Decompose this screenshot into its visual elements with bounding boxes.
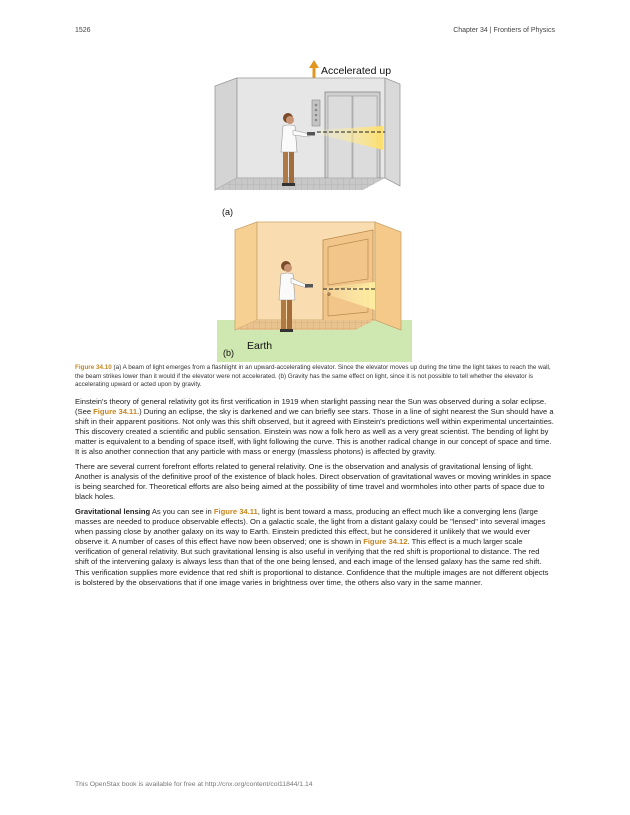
page-number: 1526 bbox=[75, 27, 91, 34]
paragraph-2: There are several current forefront efforts related to general relativity. One is the observation and analysis of gravitational lensing of light. Another is analysis of the definitive proof of the existence of black holes. Direct observation of gravitational waves or moving wrinkles in space is being searched for. Theoretical efforts are also being aimed at the possibility of time travel and wormholes into other parts of space due to black holes. bbox=[75, 462, 552, 502]
footer-note: This OpenStax book is available for free at http://cnx.org/content/col11844/1.14 bbox=[75, 781, 313, 788]
chapter-title: Chapter 34 | Frontiers of Physics bbox=[453, 27, 555, 34]
figure-caption bbox=[75, 364, 555, 390]
figure-label: Figure 34.10 bbox=[75, 364, 112, 371]
right-wall bbox=[385, 78, 400, 186]
p3-text-a: As you can see in bbox=[150, 506, 214, 516]
up-arrow-head bbox=[309, 60, 319, 68]
right-wall-b bbox=[375, 222, 401, 330]
panel-b-label: (b) bbox=[223, 348, 234, 358]
p3-text-b: , light is bent toward a mass, producing an effect much like a converging lens (large masses are needed to produce observable effects). On a galactic scale, the light from a distant galaxy could be "lensed" into several images when passing close by another galaxy on its way to Earth. Einstein predicted this effect, but he considered it unlikely that we would ever observe it. A number of cases of this effect have now been observed; one is shown in bbox=[75, 506, 546, 547]
left-wall bbox=[215, 78, 237, 190]
paragraph-1 bbox=[75, 397, 555, 458]
elevator-panel-a bbox=[215, 60, 400, 190]
figure-34-10 bbox=[205, 58, 415, 363]
left-wall-b bbox=[235, 222, 257, 330]
p1-text-a: Einstein's theory of general relativity got its first verification in 1919 when starlight passing near the Sun was observed during a solar eclipse. (See bbox=[75, 397, 547, 417]
paragraph-3 bbox=[75, 507, 555, 588]
panel-a-label: (a) bbox=[222, 207, 233, 217]
body-text bbox=[75, 397, 555, 592]
figure-34-11-link[interactable]: Figure 34.11 bbox=[93, 407, 138, 417]
figure-34-11-link-2[interactable]: Figure 34.11 bbox=[213, 506, 258, 516]
elevator-illustration bbox=[205, 58, 415, 363]
door-b bbox=[323, 230, 373, 324]
gravitational-lensing-heading: Gravitational lensing bbox=[75, 506, 151, 516]
p3-text-c: . This effect is a much larger scale verification of general relativity. But such gravitational lensing is also useful in verifying that the red shift is proportional to distance. The red shift of the intervening galaxy is always less than that of the one being lensed, and each image of the lensed galaxy has the same red shift. This verification supplies more evidence that red shift is proportional to distance. Confidence that the multiple images are not different objects is bolstered by the observations that if one image varies in brightness over time, the others also vary in the same manner. bbox=[75, 537, 549, 587]
p1-text-b: .) During an eclipse, the sky is darkened and we can briefly see stars. Those in a line of sight nearest the Sun should have a shift in their apparent positions. Not only was this shift observed, but it agreed with Einstein's predictions well within experimental uncertainties. This discovery created a scientific and public sensation. Einstein was now a folk hero as well as a very great scientist. The bending of light by matter is equivalent to a bending of space itself, with light following the curve. This is another radical change in our concept of space and time. It is also another connection that any particle with mass or energy (massless photons) is affected by gravity. bbox=[75, 407, 554, 457]
figure-34-12-link[interactable]: Figure 34.12 bbox=[363, 537, 408, 547]
earth-label: Earth bbox=[247, 340, 273, 352]
caption-text: (a) A beam of light emerges from a flashlight in an upward-accelerating elevator. Since the elevator moves up during the time the light takes to reach the wall, the beam strikes lower than it would if the elevator were not accelerated. (b) Gravity has the same effect on light, since it is not possible to tell whether the elevator is accelerating upward or acted upon by gravity. bbox=[75, 364, 551, 388]
accelerated-up-label: Accelerated up bbox=[321, 65, 392, 77]
